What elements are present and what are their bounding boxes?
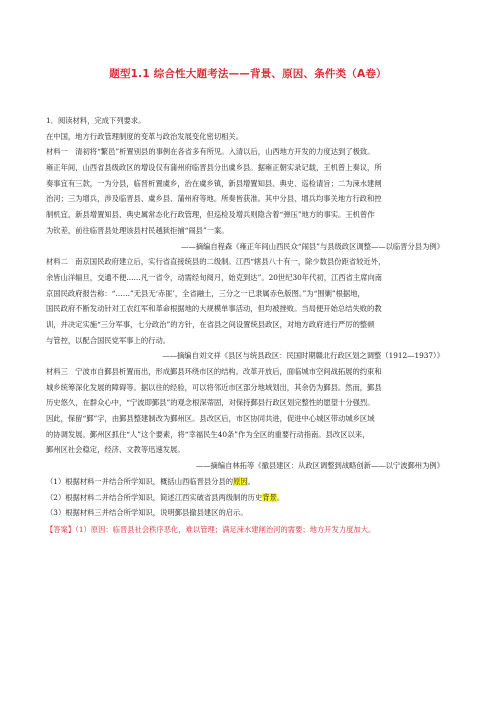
highlighted-keyword: 原因 — [233, 476, 248, 486]
material-source: ——摘编自林拓等《撤县建区：从政区调整到战略创新——以宁波鄞州为例》 — [195, 461, 444, 471]
material-line: 鄞州区社会稳定，经济、文教等迅速发展。 — [46, 445, 185, 455]
material-line: 与管控，以配合国民党军事上的行动。 — [46, 335, 171, 345]
material-line: 材料一 清初将“繁邑”析置别县的事例在各省多有所见。入清以后，山西地方开发的力度达到了极致。 — [46, 147, 375, 157]
material-line: 国民政府不断发动针对工农红军和革命根据地的大规模单事活动，但均被挫败。当局便开始总结失败的教 — [46, 304, 382, 314]
material-line: 为钦差，前往临晋县处理该县村民越狱拒捕“闹县”一案。 — [46, 225, 229, 235]
material-source: ——摘编自刘文祥《县区与统县政区：民国时期赣北行政区划之调整（1912—1937）》 — [162, 351, 444, 361]
sub-question-text: （1）根据材料一并结合所学知识，概括山西临晋县分县的 — [46, 476, 234, 486]
material-line: 京国民政府报告称：“……”无县无‘赤匪’，全省融土，三分之一已隶属赤色版图。”为“围剿”根据地， — [46, 288, 365, 298]
material-line: 余皆山洋辐旦，交通不便……凡一省令，动需经旬阅月，始克到达”。20世纪30年代初，江西省主席向南 — [46, 272, 383, 282]
material-line: 历史悠久，在群众心中，“宁波即鄞县”的观念根深蒂固，对保持鄞县行政区划完整性的愿望十分强烈。 — [46, 398, 375, 408]
material-line: 因此，保留“鄞”字，由鄞县整建制改为鄞州区。县改区后，市区协同共进，促进中心城区带动城乡区域 — [46, 414, 375, 424]
question-prompt: 在中国，地方行政管理制度的变革与政治发展变化密切相关。 — [46, 131, 244, 141]
material-source: ——摘编自程森《雍正年间山西民众“闹县”与县级政区调整——以临晋分县为例》 — [181, 241, 444, 251]
highlighted-keyword: 背景 — [262, 492, 277, 502]
sub-question-end: 。 — [247, 476, 255, 486]
material-line: 雍正年间，山西省县级政区的增设仅有蒲州府临晋县分出虞乡县。据雍正朝实录记载，王机曾上奏议，所 — [46, 163, 382, 173]
material-line: 城乡统筹深化发展的障碍等。据以往的经验，可以将邻近市区部分地域划出，其余仍为鄞县。然而，鄞县 — [46, 382, 382, 392]
question-intro: 1．阅读材料，完成下列要求。 — [46, 116, 146, 125]
material-line: 的协调发展。鄞州区抓住“人”这个要素，将“幸福民生40条”作为全区的重要行动指南。县改区以来， — [46, 429, 370, 439]
material-line: 材料三 宁波市自鄞县析置而出，形成鄞县环绕市区的结构。改革开放后，面临城市空间战拓展的约束和 — [46, 367, 382, 376]
sub-question-text: （2）根据材料二并结合所学知识，简述江西实破省县两级制的历史 — [46, 492, 263, 502]
material-line: 奏事宜有三款，一为分县，临晋析置虞乡，治在虞乡镇，新县增置知县、典史、巡检请旨；二为涑水建闸 — [46, 178, 382, 188]
answer-text: （1）原因：临晋县社会秩序恶化，难以管理；满足涑水建闸治河的需要；地方开发力度加大。 — [75, 524, 376, 534]
sub-question-3: （3）根据材料三并结合所学知识，说明鄞县撤县建区的启示。 — [46, 508, 248, 518]
material-line: 治河；三为增兵，涉及临晋县、虞乡县、蒲州府等地。所奏皆获准。其中分县、增兵均事关地方行政和控 — [46, 194, 382, 204]
document-body — [46, 113, 450, 538]
material-line: 材料二 南京国民政府建立后，实行省直接统县的二级制。江西“辖县八十有一，除少数县份距省较近外， — [46, 257, 386, 267]
answer-tag: 【答案】 — [46, 524, 76, 534]
sub-question-1 — [46, 474, 450, 490]
page-title: 题型1.1 综合性大题考法——背景、原因、条件类（A卷） — [109, 68, 387, 80]
sub-question-end: 。 — [276, 492, 285, 502]
material-line: 制机宜，新县增置知县、典史属常态化行政管理，但巡检及增兵则隐含着“弹压”地方的事实。王机曾作 — [46, 210, 375, 220]
sub-question-2 — [46, 490, 450, 506]
answer-line — [46, 522, 450, 538]
material-line: 训，并决定实施“三分军事，七分政治”的方针，在省县之间设置统县政区，对地方政府进行严厉的整顿 — [46, 319, 375, 329]
